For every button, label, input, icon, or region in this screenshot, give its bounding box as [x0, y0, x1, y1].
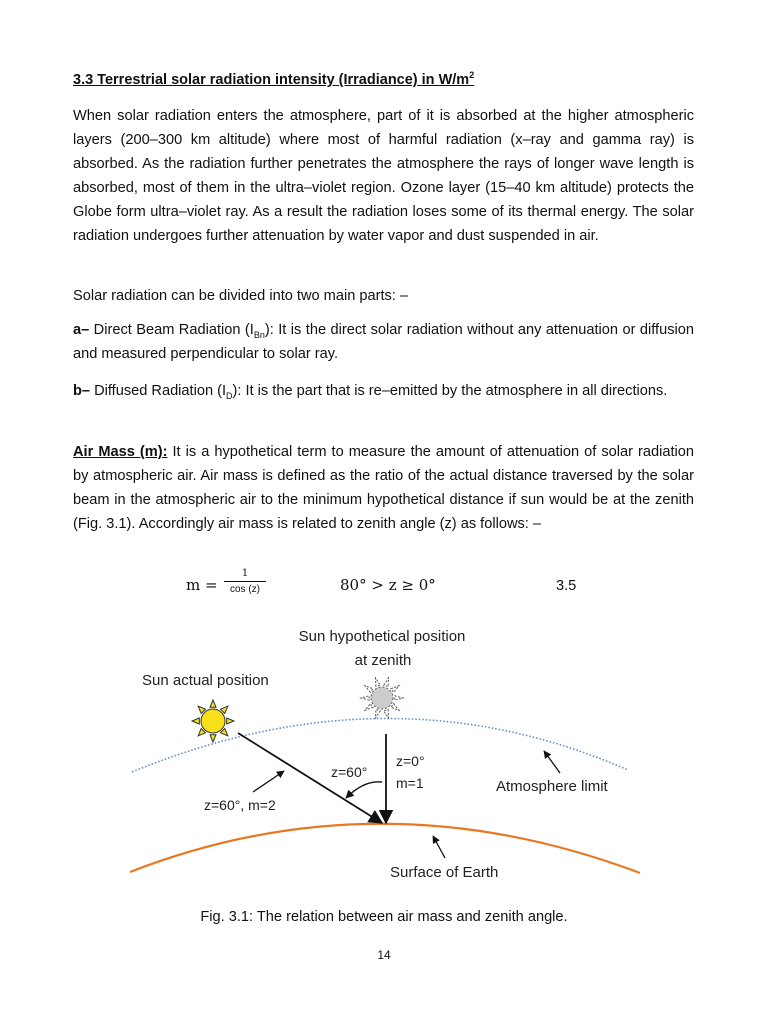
- direct-beam-item: a– Direct Beam Radiation $(I_{Bn})$: It is the direct solar radiation without any attenuation or diffusion and measured perpendicular to solar ray.: [73, 322, 694, 362]
- sun-ray: [227, 718, 234, 724]
- section-heading: 3.3 Terrestrial solar radiation intensity (Irradiance) in $W/m^2$: [73, 70, 475, 88]
- heading-superscript: 2: [469, 70, 475, 80]
- equation-lhs: m =: [186, 576, 218, 594]
- figure-3-1: [120, 620, 650, 895]
- zenith-z-label: z=0°: [396, 753, 425, 769]
- item-a-lead: a–: [73, 322, 90, 338]
- zenith-m-label: m=1: [396, 775, 424, 791]
- slant-label-pointer: [253, 771, 284, 792]
- sun-ray: [192, 718, 199, 724]
- equation-condition: 80° > z ≥ 0°: [340, 576, 436, 594]
- air-mass-term: Air Mass (m):: [73, 444, 168, 460]
- surface-label: Surface of Earth: [390, 864, 499, 881]
- slant-combo-label: z=60°, m=2: [204, 797, 276, 813]
- sun-ray: [376, 678, 381, 687]
- sun-actual-label: Sun actual position: [142, 672, 269, 689]
- sun-ray: [384, 710, 389, 719]
- sun-ray: [384, 678, 389, 687]
- equation-number: 3.5: [556, 578, 577, 594]
- air-mass-diagram: [120, 620, 650, 890]
- earth-surface-arc: [130, 824, 640, 873]
- equation-3-5: [0, 568, 768, 604]
- item-b-lead: b–: [73, 383, 91, 399]
- sun-ray: [365, 686, 373, 693]
- page-number: 14: [377, 948, 391, 962]
- equation-denominator: cos (z): [230, 584, 260, 595]
- atmosphere-label: Atmosphere limit: [496, 778, 608, 795]
- hypothetical-sun-icon: [361, 678, 403, 718]
- surface-label-pointer: [433, 836, 445, 858]
- intro-paragraph: When solar radiation enters the atmosphere, part of it is absorbed at the higher atmospheric layers (200–300 km altitude) where most of harmful radiation (x–ray and gamma ray) is absorbed. As the radiation further penetrates the atmosphere the rays of longer wave length is absorbed, most of them in the ultra–violet region. Ozone layer (15–40 km altitude) protects the Globe form ultra–violet ray. As a result the radiation loses some of its thermal energy. The solar radiation undergoes further attenuation by water vapor and dust suspended in air.: [73, 108, 694, 244]
- sun-ray: [395, 696, 403, 700]
- figure-caption: Fig. 3.1: The relation between air mass and zenith angle.: [200, 909, 568, 925]
- zenith-angle-arc: [346, 782, 382, 798]
- division-paragraph: Solar radiation can be divided into two main parts: –: [73, 288, 409, 304]
- sun-ray: [376, 710, 381, 719]
- slant-z-label: z=60°: [331, 764, 368, 780]
- sun-ray: [365, 704, 373, 711]
- sun-ray: [210, 735, 216, 742]
- sun-ray: [391, 686, 399, 693]
- diffused-item: b– Diffused Radiation $(I_D)$: It is the part that is re–emitted by the atmosphere in all directions.: [73, 383, 668, 401]
- air-mass-paragraph: Air Mass (m): It is a hypothetical term to measure the amount of attenuation of solar radiation by atmospheric air. Air mass is defined as the ratio of the actual distance traversed by the solar beam in the atmospheric air to the minimum hypothetical distance if sun would be at the zenith (Fig. 3.1). Accordingly air mass is related to zenith angle (z) as follows: –: [73, 444, 694, 532]
- sun-ray: [391, 704, 399, 711]
- actual-sun-icon: [192, 700, 234, 742]
- sun-hypothetical-label-line2: at zenith: [354, 652, 412, 669]
- sun-ray: [210, 700, 216, 707]
- sun-hypothetical-label-line1: Sun hypothetical position: [298, 628, 466, 645]
- sun-ray: [361, 696, 369, 700]
- equation-numerator: 1: [224, 568, 266, 582]
- atmosphere-label-pointer: [544, 751, 560, 773]
- equation-fraction: [224, 568, 266, 595]
